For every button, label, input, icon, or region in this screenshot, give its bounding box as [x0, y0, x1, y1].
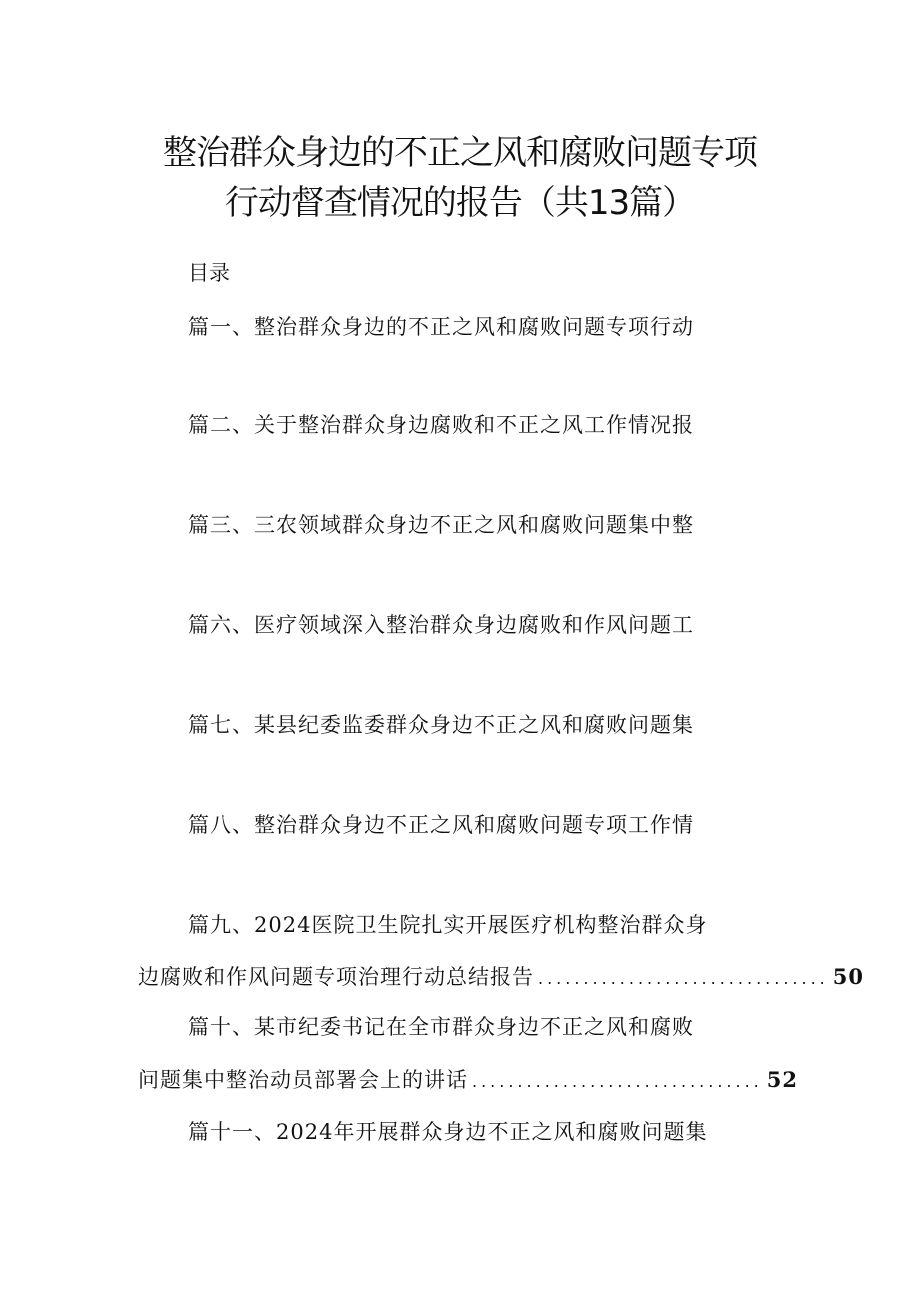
toc-entry[interactable]: 篇九、2024医院卫生院扎实开展医疗机构整治群众身 — [188, 913, 708, 937]
toc-entry[interactable]: 篇二、关于整治群众身边腐败和不正之风工作情况报 — [188, 413, 694, 437]
toc-page-number: 52 — [766, 1067, 798, 1092]
toc-page-number: 50 — [832, 964, 864, 989]
toc-entry[interactable]: 篇一、整治群众身边的不正之风和腐败问题专项行动 — [188, 315, 694, 339]
toc-leader-dots: ................................ — [472, 1072, 763, 1091]
toc-entry[interactable]: 篇十、某市纪委书记在全市群众身边不正之风和腐败 — [188, 1015, 694, 1039]
toc-entry[interactable]: 篇六、医疗领域深入整治群众身边腐败和作风问题工 — [188, 613, 694, 637]
document-title — [0, 128, 920, 228]
toc-entry-continuation[interactable] — [138, 962, 864, 994]
toc-leader-dots: ................................ — [538, 969, 829, 988]
toc-entry[interactable]: 篇三、三农领域群众身边不正之风和腐败问题集中整 — [188, 513, 694, 537]
toc-heading: 目录 — [188, 261, 230, 285]
toc-entry-continuation[interactable] — [138, 1065, 798, 1097]
toc-entry[interactable]: 篇七、某县纪委监委群众身边不正之风和腐败问题集 — [188, 713, 694, 737]
toc-entry[interactable]: 篇十一、2024年开展群众身边不正之风和腐败问题集 — [188, 1120, 708, 1144]
toc-continuation-text: 问题集中整治动员部署会上的讲话 — [138, 1068, 468, 1092]
title-line-2: 行动督查情况的报告（共13篇） — [224, 183, 696, 223]
toc-entry[interactable]: 篇八、整治群众身边不正之风和腐败问题专项工作情 — [188, 813, 694, 837]
toc-continuation-text: 边腐败和作风问题专项治理行动总结报告 — [138, 965, 534, 989]
title-line-1: 整治群众身边的不正之风和腐败问题专项 — [163, 133, 757, 173]
